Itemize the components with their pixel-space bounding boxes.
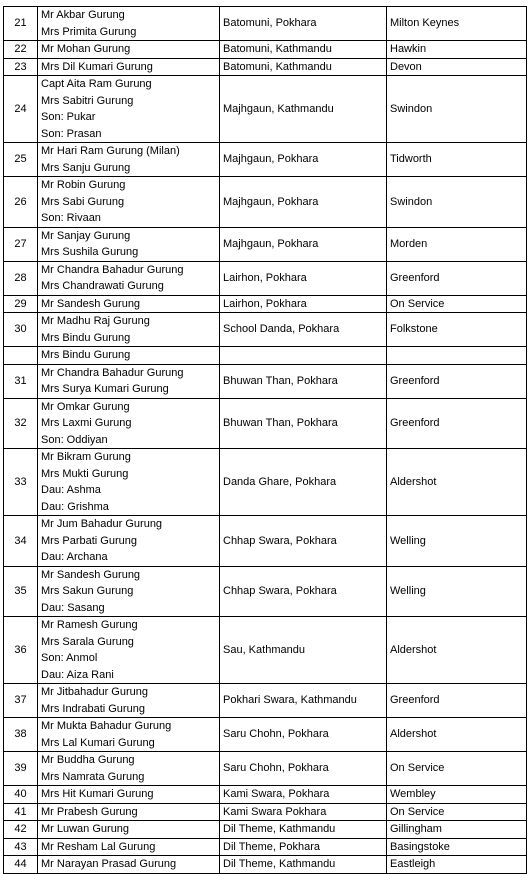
table-row (4, 58, 527, 76)
table-row (4, 143, 527, 177)
member-name: Mrs Indrabati Gurung (41, 702, 145, 715)
member-name: Dau: Grishma (41, 500, 109, 513)
origin-cell: Majhgaun, Pokhara (220, 143, 387, 177)
member-name: Mrs Laxmi Gurung (41, 417, 132, 429)
origin-cell: Bhuwan Than, Pokhara (220, 398, 387, 449)
member-names-cell (38, 58, 220, 76)
member-name: Mrs Parbati Gurung (41, 534, 137, 547)
member-name: Mr Chandra Bahadur Gurung (41, 366, 184, 379)
member-name: Son: Rivaan (41, 212, 101, 224)
location-cell: Aldershot (387, 449, 527, 516)
origin-cell: Kami Swara Pokhara (220, 803, 387, 821)
row-number: 42 (4, 821, 38, 839)
row-number: 30 (4, 313, 38, 347)
member-name: Mrs Surya Kumari Gurung (41, 383, 169, 395)
origin-cell: Kami Swara, Pokhara (220, 786, 387, 804)
location-cell: Greenford (387, 364, 527, 398)
member-name: Son: Prasan (41, 127, 102, 140)
row-number: 41 (4, 803, 38, 821)
member-names-cell (38, 364, 220, 398)
location-cell: Hawkin (387, 41, 527, 59)
origin-cell (220, 347, 387, 365)
table-row (4, 41, 527, 59)
member-name: Mrs Sanju Gurung (41, 161, 131, 174)
member-name: Mrs Bindu Gurung (41, 331, 131, 344)
origin-cell: Chhap Swara, Pokhara (220, 516, 387, 567)
member-name: Mr Akbar Gurung (41, 9, 125, 21)
row-number: 21 (4, 7, 38, 41)
member-names-cell (38, 295, 220, 313)
member-names-cell (38, 347, 220, 365)
member-name: Dau: Ashma (41, 484, 101, 496)
row-number: 28 (4, 261, 38, 295)
member-names-cell (38, 449, 220, 516)
member-names-cell (38, 786, 220, 804)
table-row (4, 516, 527, 567)
origin-cell: Bhuwan Than, Pokhara (220, 364, 387, 398)
member-name: Mr Jum Bahadur Gurung (41, 518, 163, 530)
member-name: Mrs Sabi Gurung (41, 195, 125, 208)
row-number: 29 (4, 295, 38, 313)
row-number: 26 (4, 177, 38, 228)
row-number: 39 (4, 752, 38, 786)
location-cell: Eastleigh (387, 856, 527, 874)
row-number: 25 (4, 143, 38, 177)
member-name: Mr Madhu Raj Gurung (41, 315, 150, 327)
member-name: Mr Chandra Bahadur Gurung (41, 263, 184, 276)
location-cell: Tidworth (387, 143, 527, 177)
member-name: Mr Luwan Gurung (41, 823, 130, 835)
row-number: 34 (4, 516, 38, 567)
location-cell: Welling (387, 516, 527, 567)
origin-cell: Lairhon, Pokhara (220, 295, 387, 313)
member-name: Mr Buddha Gurung (41, 754, 135, 766)
member-name: Mr Bikram Gurung (41, 451, 131, 463)
member-name: Capt Aita Ram Gurung (41, 78, 152, 90)
table-row (4, 856, 527, 874)
member-names-cell (38, 143, 220, 177)
row-number: 22 (4, 41, 38, 59)
origin-cell: Dil Theme, Kathmandu (220, 821, 387, 839)
origin-cell: Sau, Kathmandu (220, 617, 387, 684)
table-row (4, 566, 527, 617)
member-name: Mrs Primita Gurung (41, 25, 137, 38)
location-cell: Greenford (387, 398, 527, 449)
table-row (4, 7, 527, 41)
member-name: Mr Sandesh Gurung (41, 568, 141, 581)
location-cell: On Service (387, 752, 527, 786)
member-name: Mr Omkar Gurung (41, 400, 130, 413)
location-cell: Folkstone (387, 313, 527, 347)
member-name: Mrs Hit Kumari Gurung (41, 788, 154, 800)
location-cell: Devon (387, 58, 527, 76)
origin-cell: Lairhon, Pokhara (220, 261, 387, 295)
member-name: Mr Hari Ram Gurung (Milan) (41, 145, 180, 157)
member-name: Mrs Chandrawati Gurung (41, 280, 164, 292)
member-name: Mr Ramesh Gurung (41, 619, 138, 631)
table-row (4, 313, 527, 347)
origin-cell: Pokhari Swara, Kathmandu (220, 684, 387, 718)
member-names-cell (38, 398, 220, 449)
table-row (4, 718, 527, 752)
row-number: 40 (4, 786, 38, 804)
member-name: Mr Mukta Bahadur Gurung (41, 720, 172, 732)
origin-cell: Dil Theme, Pokhara (220, 838, 387, 856)
origin-cell: Dil Theme, Kathmandu (220, 856, 387, 874)
member-name: Mrs Sakun Gurung (41, 585, 134, 597)
member-name: Mr Jitbahadur Gurung (41, 686, 148, 698)
member-name: Dau: Archana (41, 551, 108, 563)
location-cell: On Service (387, 295, 527, 313)
member-names-cell (38, 752, 220, 786)
origin-cell: Saru Chohn, Pokhara (220, 752, 387, 786)
table-row (4, 449, 527, 516)
table-row (4, 347, 527, 365)
row-number: 43 (4, 838, 38, 856)
location-cell: Greenford (387, 261, 527, 295)
member-name: Mrs Sushila Gurung (41, 246, 139, 258)
members-table-body (4, 7, 527, 874)
location-cell: Swindon (387, 177, 527, 228)
location-cell: Greenford (387, 684, 527, 718)
member-name: Dau: Aiza Rani (41, 668, 114, 681)
member-name: Mr Prabesh Gurung (41, 805, 138, 818)
table-row (4, 261, 527, 295)
row-number: 38 (4, 718, 38, 752)
row-number: 31 (4, 364, 38, 398)
member-names-cell (38, 313, 220, 347)
row-number: 23 (4, 58, 38, 76)
row-number (4, 347, 38, 365)
location-cell: Aldershot (387, 617, 527, 684)
member-names-cell (38, 516, 220, 567)
table-row (4, 364, 527, 398)
location-cell: Swindon (387, 76, 527, 143)
origin-cell: Chhap Swara, Pokhara (220, 566, 387, 617)
table-row (4, 76, 527, 143)
member-name: Mr Sandesh Gurung (41, 297, 141, 310)
member-name: Son: Oddiyan (41, 433, 108, 446)
member-names-cell (38, 856, 220, 874)
origin-cell: Majhgaun, Pokhara (220, 177, 387, 228)
row-number: 35 (4, 566, 38, 617)
row-number: 37 (4, 684, 38, 718)
location-cell: On Service (387, 803, 527, 821)
members-table (3, 6, 527, 874)
member-name: Dau: Sasang (41, 601, 105, 614)
origin-cell: Batomuni, Kathmandu (220, 58, 387, 76)
location-cell: Wembley (387, 786, 527, 804)
member-names-cell (38, 261, 220, 295)
row-number: 44 (4, 856, 38, 874)
location-cell: Gillingham (387, 821, 527, 839)
table-row (4, 617, 527, 684)
member-names-cell (38, 838, 220, 856)
member-name: Mr Robin Gurung (41, 179, 126, 191)
table-row (4, 786, 527, 804)
table-row (4, 821, 527, 839)
table-row (4, 398, 527, 449)
location-cell: Basingstoke (387, 838, 527, 856)
table-row (4, 177, 527, 228)
member-name: Mrs Bindu Gurung (41, 349, 131, 361)
table-row (4, 752, 527, 786)
origin-cell: Saru Chohn, Pokhara (220, 718, 387, 752)
table-row (4, 684, 527, 718)
location-cell: Aldershot (387, 718, 527, 752)
member-name: Mrs Dil Kumari Gurung (41, 60, 153, 73)
member-names-cell (38, 684, 220, 718)
origin-cell: Batomuni, Kathmandu (220, 41, 387, 59)
table-row (4, 803, 527, 821)
origin-cell: Batomuni, Pokhara (220, 7, 387, 41)
member-name: Mrs Sabitri Gurung (41, 94, 134, 107)
member-name: Mrs Lal Kumari Gurung (41, 736, 155, 749)
origin-cell: Danda Ghare, Pokhara (220, 449, 387, 516)
row-number: 33 (4, 449, 38, 516)
member-names-cell (38, 76, 220, 143)
table-row (4, 838, 527, 856)
member-names-cell (38, 227, 220, 261)
row-number: 24 (4, 76, 38, 143)
member-name: Mr Mohan Gurung (41, 43, 131, 55)
member-name: Son: Pukar (41, 111, 96, 123)
member-name: Mrs Mukti Gurung (41, 467, 129, 480)
location-cell: Welling (387, 566, 527, 617)
member-name: Mr Resham Lal Gurung (41, 840, 156, 853)
member-name: Mr Narayan Prasad Gurung (41, 858, 177, 870)
member-name: Mrs Sarala Gurung (41, 635, 134, 648)
member-name: Mr Sanjay Gurung (41, 229, 131, 242)
location-cell: Milton Keynes (387, 7, 527, 41)
origin-cell: Majhgaun, Kathmandu (220, 76, 387, 143)
origin-cell: Majhgaun, Pokhara (220, 227, 387, 261)
row-number: 32 (4, 398, 38, 449)
location-cell (387, 347, 527, 365)
row-number: 27 (4, 227, 38, 261)
member-names-cell (38, 803, 220, 821)
origin-cell: School Danda, Pokhara (220, 313, 387, 347)
row-number: 36 (4, 617, 38, 684)
member-names-cell (38, 718, 220, 752)
member-names-cell (38, 566, 220, 617)
table-row (4, 227, 527, 261)
member-names-cell (38, 7, 220, 41)
member-name: Mrs Namrata Gurung (41, 770, 145, 783)
table-row (4, 295, 527, 313)
member-names-cell (38, 177, 220, 228)
location-cell: Morden (387, 227, 527, 261)
member-names-cell (38, 617, 220, 684)
member-names-cell (38, 821, 220, 839)
member-name: Son: Anmol (41, 652, 98, 664)
member-names-cell (38, 41, 220, 59)
